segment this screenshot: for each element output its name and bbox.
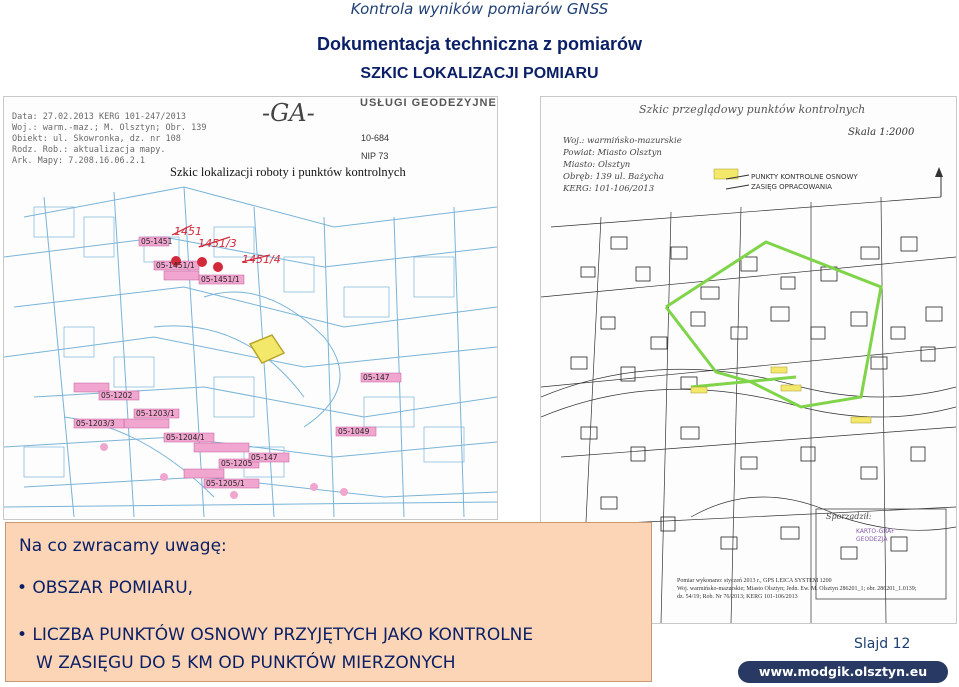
left-map-caption: Szkic lokalizacji roboty i punktów kontrolnych — [170, 165, 406, 179]
meta-line: Rodz. Rob.: aktualizacja mapy. — [12, 145, 166, 155]
attention-callout — [5, 522, 652, 682]
point-label: 1451/3 — [198, 237, 237, 250]
doc-subtitle: SZKIC LOKALIZACJI POMIARU — [360, 65, 599, 82]
meta-line: Woj.: warm.-maz.; M. Olsztyn; Obr. 139 — [12, 123, 207, 133]
left-map-meta — [12, 112, 206, 167]
svg-text:05-147: 05-147 — [251, 453, 278, 462]
svg-text:05-147: 05-147 — [363, 373, 390, 382]
svg-text:05-1049: 05-1049 — [338, 427, 370, 436]
point-label: 1451 — [174, 225, 202, 238]
right-map-title: Szkic przeglądowy punktów kontrolnych — [639, 103, 866, 116]
meta-line: Woj.: warmińsko-mazurskie — [563, 136, 682, 146]
ga-mark: -GA- — [262, 99, 315, 127]
stamp-nip: NIP 73 — [361, 151, 389, 161]
legend-control-points: PUNKTY KONTROLNE OSNOWY — [751, 173, 858, 181]
meta-line: Data: 27.02.2013 KERG 101-247/2013 — [12, 112, 186, 122]
footer-line: dz. 54/19; Rob. Nr 76/2013; KERG 101-106/2013 — [677, 594, 798, 600]
footer-line: Woj. warmińsko-mazurskie; Miasto Olsztyn; Jedn. Ew. M. Olsztyn 286201_1; obr. 286201_1.0139; — [677, 586, 917, 592]
meta-line: KERG: 101-106/2013 — [563, 184, 655, 194]
stamp-header: USŁUGI GEODEZYJNE — [360, 97, 497, 109]
doc-title: Dokumentacja techniczna z pomiarów — [316, 34, 643, 54]
svg-text:05-1451/1: 05-1451/1 — [201, 275, 240, 284]
svg-text:GEODEZJA: GEODEZJA — [856, 536, 888, 543]
callout-heading: Na co zwracamy uwagę: — [19, 536, 227, 556]
meta-line: Miasto: Olsztyn — [563, 160, 631, 170]
callout-bullet-area: • OBSZAR POMIARU, — [17, 578, 194, 598]
footer-line: Pomiar wykonano: styczeń 2013 r., GPS LEICA SYSTEM 1200 — [677, 578, 832, 584]
website-bar[interactable] — [738, 661, 948, 683]
svg-text:05-1203/3: 05-1203/3 — [76, 419, 115, 428]
slide-number: Slajd 12 — [854, 636, 911, 652]
header-title: Kontrola wyników pomiarów GNSS — [350, 0, 609, 18]
svg-text:05-1451/1: 05-1451/1 — [156, 261, 195, 270]
svg-text:05-1205: 05-1205 — [221, 459, 253, 468]
svg-text:05-1204/1: 05-1204/1 — [166, 433, 205, 442]
legend-work-extent: ZASIĘG OPRACOWANIA — [751, 183, 832, 191]
right-map-meta — [563, 135, 682, 195]
stamp-number: 10-684 — [361, 133, 390, 143]
svg-text:05-1451: 05-1451 — [141, 237, 173, 246]
meta-line: Obręb: 139 ul. Bażycha — [563, 172, 664, 182]
right-map-footer — [677, 577, 916, 601]
callout-bullet-points: • LICZBA PUNKTÓW OSNOWY PRZYJĘTYCH JAKO KONTROLNE — [17, 625, 534, 645]
svg-text:KARTO-GRAF: KARTO-GRAF — [856, 528, 895, 535]
meta-line: Ark. Mapy: 7.208.16.06.2.1 — [12, 156, 146, 166]
scale-label: Skala 1:2000 — [848, 127, 915, 138]
website-link[interactable]: www.modgik.olsztyn.eu — [758, 664, 928, 679]
svg-text:05-1205/1: 05-1205/1 — [206, 479, 245, 488]
svg-text:05-1203/1: 05-1203/1 — [136, 409, 175, 418]
left-location-sketch — [3, 96, 498, 520]
svg-text:05-1202: 05-1202 — [101, 391, 133, 400]
point-label: 1451/4 — [242, 253, 281, 266]
callout-bullet-points-cont: W ZASIĘGU DO 5 KM OD PUNKTÓW MIERZONYCH — [36, 653, 456, 673]
svg-text:Sporządził:: Sporządził: — [826, 512, 872, 521]
meta-line: Powiat: Miasto Olsztyn — [563, 148, 662, 158]
meta-line: Obiekt: ul. Skowronka, dz. nr 108 — [12, 134, 181, 144]
